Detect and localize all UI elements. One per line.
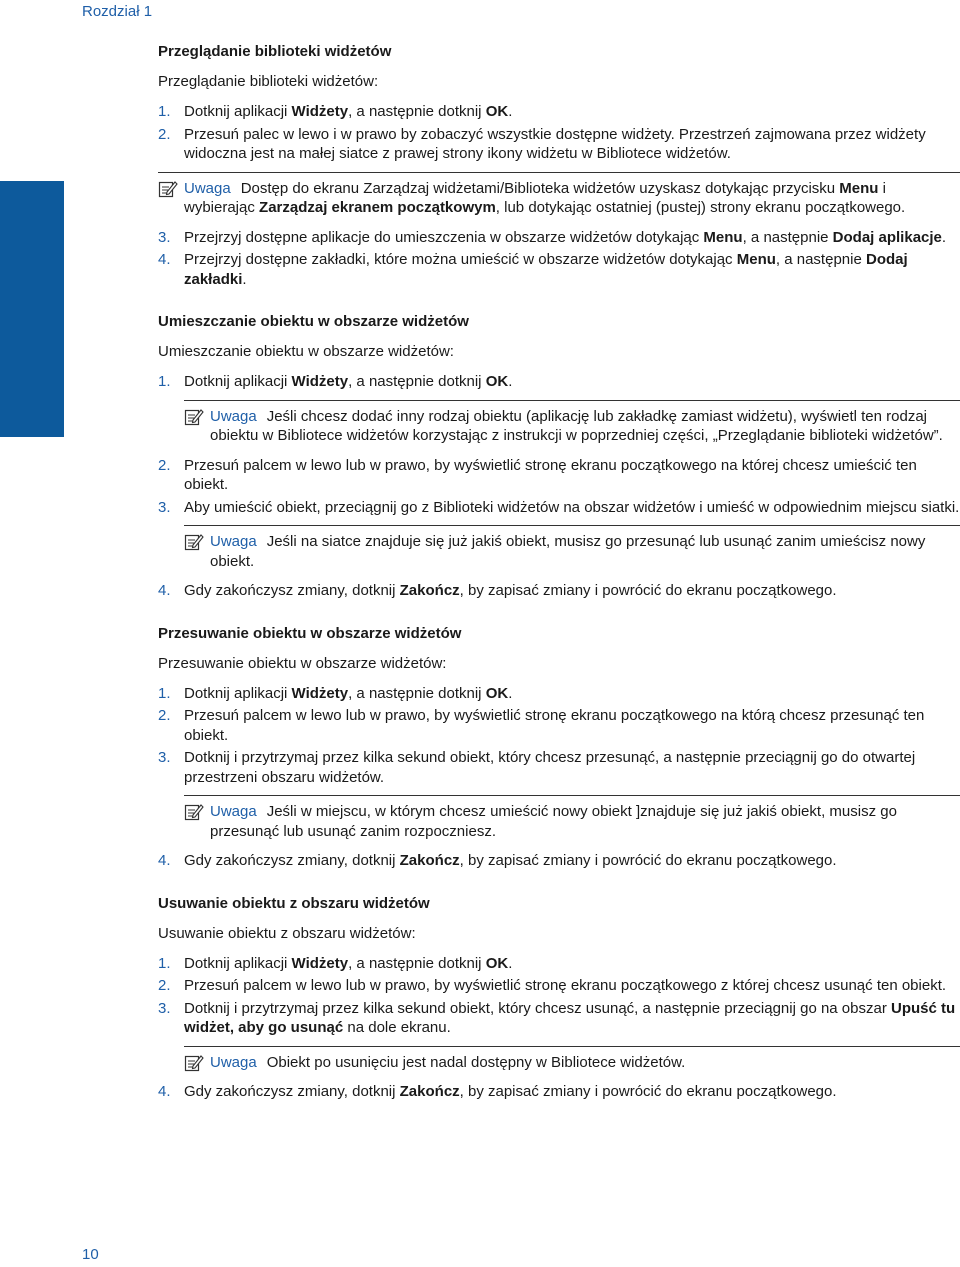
step-number: 4. (158, 1083, 171, 1100)
step-item: 4. Gdy zakończysz zmiany, dotknij Zakończ, by zapisać zmiany i powrócić do ekranu początkowego. (158, 1083, 837, 1100)
note-pencil-icon (184, 1053, 204, 1073)
step-item: 3. Przejrzyj dostępne aplikacje do umieszczenia w obszarze widżetów dotykając Menu, a następnie Dodaj aplikacje. (158, 228, 947, 246)
section-title: Usuwanie obiektu z obszaru widżetów (158, 894, 430, 912)
note-label: Uwaga (184, 179, 231, 197)
note-label: Uwaga (210, 1053, 257, 1071)
page-content (158, 42, 960, 1125)
step-item: 4. Przejrzyj dostępne zakładki, które można umieścić w obszarze widżetów dotykając Menu, a następnie Dodaj zakładki. (158, 251, 908, 288)
step-item: 1. Dotknij aplikacji Widżety, a następnie dotknij OK. (158, 373, 513, 390)
step-item: 2. Przesuń palec w lewo i w prawo by zobaczyć wszystkie dostępne widżety. Przestrzeń zajmowana przez widżety widoczna jest na małej siatce z prawej strony ikony widżetu w Bibliotece widżetów. (158, 125, 926, 162)
section-place-object (158, 312, 960, 601)
step-number: 4. (158, 582, 171, 599)
step-number: 4. (158, 251, 171, 268)
step-number: 1. (158, 373, 171, 390)
step-number: 3. (158, 999, 171, 1017)
note-box: Uwaga Obiekt po usunięciu jest nadal dostępny w Bibliotece widżetów. (184, 1046, 960, 1073)
step-number: 2. (158, 707, 171, 724)
step-item: 3. Dotknij i przytrzymaj przez kilka sekund obiekt, który chcesz usunąć, a następnie przeciągnij go na obszar Upuść tu widżet, aby go usunąć na dole ekranu. (158, 999, 956, 1036)
section-intro: Usuwanie obiektu z obszaru widżetów: (158, 924, 416, 942)
note-box: Uwaga Jeśli chcesz dodać inny rodzaj obiektu (aplikację lub zakładkę zamiast widżetu), wyświetl ten rodzaj obiektu w Bibliotece widżetów korzystając z instrukcji w poprzedniej części, „Przeglądanie biblioteki widżetów”. (184, 400, 960, 446)
section-intro: Umieszczanie obiektu w obszarze widżetów: (158, 343, 454, 360)
step-number: 2. (158, 456, 171, 474)
note-box: Uwaga Jeśli w miejscu, w którym chcesz umieścić nowy obiekt ]znajduje się już jakiś obiekt, musisz go przesunąć lub usunąć zanim rozpoczniesz. (184, 795, 960, 841)
note-box: Uwaga Dostęp do ekranu Zarządzaj widżetami/Biblioteka widżetów uzyskasz dotykając przycisku Menu i wybierając Zarządzaj ekranem początkowym, lub dotykając ostatniej (pustej) strony ekranu początkowego. (158, 172, 960, 218)
note-label: Uwaga (210, 407, 257, 425)
chapter-side-tab (0, 181, 64, 437)
step-number: 3. (158, 749, 171, 766)
step-item: 2. Przesuń palcem w lewo lub w prawo, by wyświetlić stronę ekranu początkowego na której chcesz umieścić ten obiekt. (158, 456, 917, 493)
step-item: 4. Gdy zakończysz zmiany, dotknij Zakończ, by zapisać zmiany i powrócić do ekranu początkowego. (158, 852, 837, 869)
section-browse-library (158, 42, 960, 289)
page-number: 10 (82, 1246, 99, 1263)
step-item: 2. Przesuń palcem w lewo lub w prawo, by wyświetlić stronę ekranu początkowego na którą chcesz przesunąć ten obiekt. (158, 707, 925, 744)
step-number: 2. (158, 977, 171, 994)
section-move-object (158, 624, 960, 871)
step-list (158, 102, 960, 164)
section-title: Przesuwanie obiektu w obszarze widżetów (158, 624, 462, 642)
step-list (158, 456, 960, 518)
step-list (158, 1082, 960, 1102)
step-number: 3. (158, 228, 171, 246)
step-list (158, 228, 960, 290)
step-item: 2. Przesuń palcem w lewo lub w prawo, by wyświetlić stronę ekranu początkowego z której chcesz usunąć ten obiekt. (158, 977, 947, 994)
step-item: 1. Dotknij aplikacji Widżety, a następnie dotknij OK. (158, 954, 513, 972)
step-item: 3. Dotknij i przytrzymaj przez kilka sekund obiekt, który chcesz przesunąć, a następnie przeciągnij go do otwartej przestrzeni obszaru widżetów. (158, 749, 916, 786)
step-number: 1. (158, 103, 171, 120)
step-list (158, 954, 960, 1038)
section-intro: Przeglądanie biblioteki widżetów: (158, 73, 379, 90)
step-number: 4. (158, 852, 171, 869)
note-pencil-icon (184, 532, 204, 552)
section-title: Umieszczanie obiektu w obszarze widżetów (158, 313, 469, 330)
step-number: 1. (158, 684, 171, 702)
step-item: 1. Dotknij aplikacji Widżety, a następnie dotknij OK. (158, 684, 513, 702)
section-title: Przeglądanie biblioteki widżetów (158, 43, 392, 60)
note-pencil-icon (158, 179, 178, 199)
step-item: 4. Gdy zakończysz zmiany, dotknij Zakończ, by zapisać zmiany i powrócić do ekranu początkowego. (158, 582, 837, 599)
step-number: 3. (158, 498, 171, 516)
section-intro: Przesuwanie obiektu w obszarze widżetów: (158, 654, 447, 672)
step-list (158, 684, 960, 788)
step-item: 1. Dotknij aplikacji Widżety, a następnie dotknij OK. (158, 103, 513, 120)
section-remove-object (158, 894, 960, 1102)
note-label: Uwaga (210, 533, 257, 550)
chapter-header: Rozdział 1 (82, 3, 153, 20)
note-box: Uwaga Jeśli na siatce znajduje się już jakiś obiekt, musisz go przesunąć lub usunąć zanim umieścisz nowy obiekt. (184, 525, 960, 571)
step-number: 1. (158, 954, 171, 972)
step-item: 3. Aby umieścić obiekt, przeciągnij go z Biblioteki widżetów na obszar widżetów i umieść w odpowiednim miejscu siatki. (158, 498, 960, 516)
step-list (158, 851, 960, 871)
note-pencil-icon (184, 802, 204, 822)
step-list (158, 372, 960, 392)
note-label: Uwaga (210, 803, 257, 820)
note-pencil-icon (184, 407, 204, 427)
step-number: 2. (158, 125, 171, 143)
step-list (158, 581, 960, 601)
